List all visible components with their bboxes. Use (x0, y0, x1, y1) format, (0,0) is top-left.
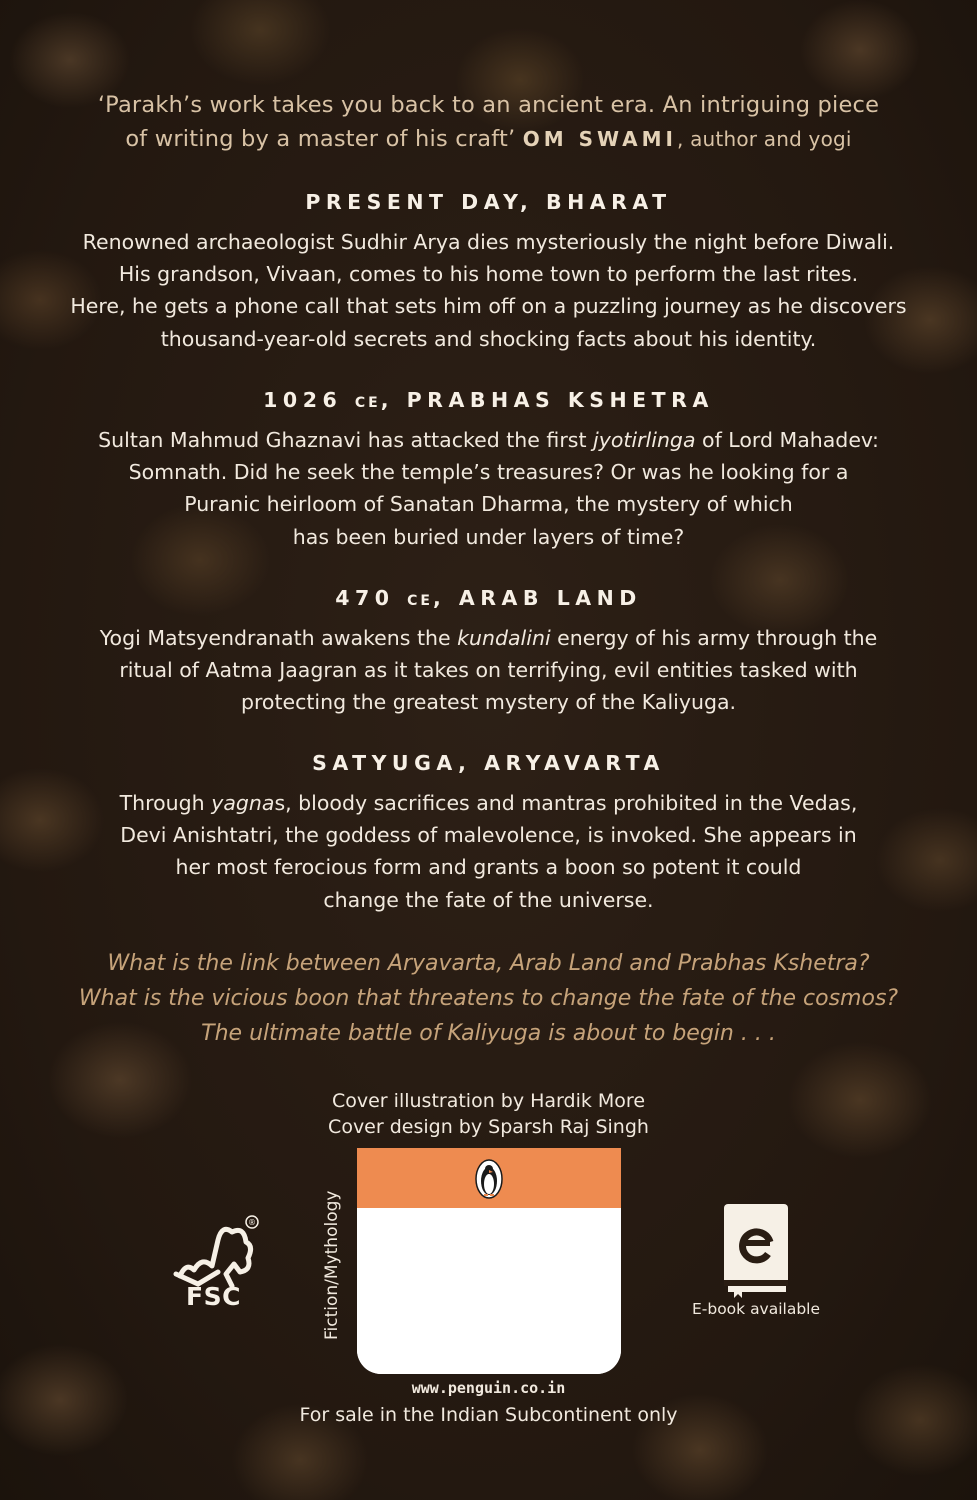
heading-place: , ARAB LAND (432, 586, 642, 610)
text-line (0, 424, 977, 456)
text-span: of Lord Mahadev: (695, 428, 879, 452)
text-span: energy of his army through the (550, 626, 878, 650)
penguin-barcode-box (357, 1148, 621, 1374)
heading-era: CE (354, 395, 381, 411)
text-line: Somnath. Did he seek the temple’s treasures? Or was he looking for a (128, 460, 849, 485)
publisher-url: www.penguin.co.in (411, 1379, 566, 1397)
teaser-questions (0, 946, 977, 1051)
credit-illustration: Cover illustration by Hardik More (331, 1090, 646, 1112)
quote-attribution-desc: , author and yogi (676, 127, 852, 151)
fsc-label: FSC (186, 1282, 241, 1311)
text-line: ritual of Aatma Jaagran as it takes on terrifying, evil entities tasked with (119, 658, 858, 683)
section-heading-present-day: PRESENT DAY, BHARAT (305, 190, 672, 214)
fsc-registered-mark: ® (248, 1218, 256, 1227)
heading-era: CE (407, 593, 433, 609)
text-line: Puranic heirloom of Sanatan Dharma, the mystery of which (184, 492, 793, 517)
quote-line-1: ‘Parakh’s work takes you back to an ancient era. An intriguing piece (97, 92, 880, 118)
text-span: Yogi Matsyendranath awakens the (99, 626, 458, 650)
text-line: Renowned archaeologist Sudhir Arya dies mysteriously the night before Diwali. (82, 230, 895, 254)
text-line: protecting the greatest mystery of the Kaliyuga. (240, 690, 737, 715)
teaser-line: What is the link between Aryavarta, Arab Land and Prabhas Kshetra? (107, 951, 870, 976)
text-line (0, 622, 977, 654)
text-line: has been buried under layers of time? (292, 524, 685, 549)
text-span: s, bloody sacrifices and mantras prohibited in the Vedas, (274, 791, 858, 815)
penguin-logo-icon (474, 1158, 504, 1200)
heading-year: 470 (335, 586, 408, 610)
text-line: her most ferocious form and grants a boon so potent it could (175, 855, 802, 880)
section-heading-aryavarta: SATYUGA, ARYAVARTA (312, 751, 665, 775)
ebook-available-label: E-book available (691, 1300, 821, 1318)
section-text-prabhas-kshetra (0, 424, 977, 553)
teaser-line: What is the vicious boon that threatens to change the fate of the cosmos? (78, 986, 899, 1011)
section-text-arab-land (0, 622, 977, 719)
section-text-aryavarta (0, 787, 977, 916)
text-italic: jyotirlinga (593, 428, 696, 452)
heading-year: 1026 (263, 388, 355, 412)
quote-line-2-text: of writing by a master of his craft’ (125, 126, 516, 152)
section-text-present-day (0, 226, 977, 355)
section-heading-prabhas-kshetra (0, 386, 977, 417)
text-line: change the fate of the universe. (323, 887, 654, 912)
text-italic: kundalini (457, 626, 551, 650)
section-heading-arab-land (0, 584, 977, 615)
genre-label: Fiction/Mythology (322, 1190, 342, 1340)
ebook-icon (722, 1202, 792, 1298)
text-line: His grandson, Vivaan, comes to his home town to perform the last rites. (118, 262, 859, 287)
credit-design: Cover design by Sparsh Raj Singh (328, 1116, 649, 1138)
quote-line-2 (0, 122, 977, 156)
text-line (0, 787, 977, 819)
sale-territory-note: For sale in the Indian Subcontinent only (299, 1404, 678, 1426)
review-quote (0, 88, 977, 156)
text-line: thousand-year-old secrets and shocking facts about his identity. (160, 326, 817, 351)
text-span: Sultan Mahmud Ghaznavi has attacked the first (98, 428, 594, 452)
text-line: Here, he gets a phone call that sets him off on a puzzling journey as he discovers (70, 294, 907, 319)
text-span: Through (119, 791, 212, 815)
quote-attribution-name: OM SWAMI (522, 127, 677, 151)
text-line: Devi Anishtatri, the goddess of malevolence, is invoked. She appears in (120, 823, 857, 848)
cover-credits (0, 1088, 977, 1140)
teaser-line: The ultimate battle of Kaliyuga is about to begin . . . (201, 1021, 776, 1046)
barcode-area (357, 1208, 621, 1374)
heading-place: , PRABHAS KSHETRA (380, 388, 714, 412)
text-italic: yagna (211, 791, 275, 815)
